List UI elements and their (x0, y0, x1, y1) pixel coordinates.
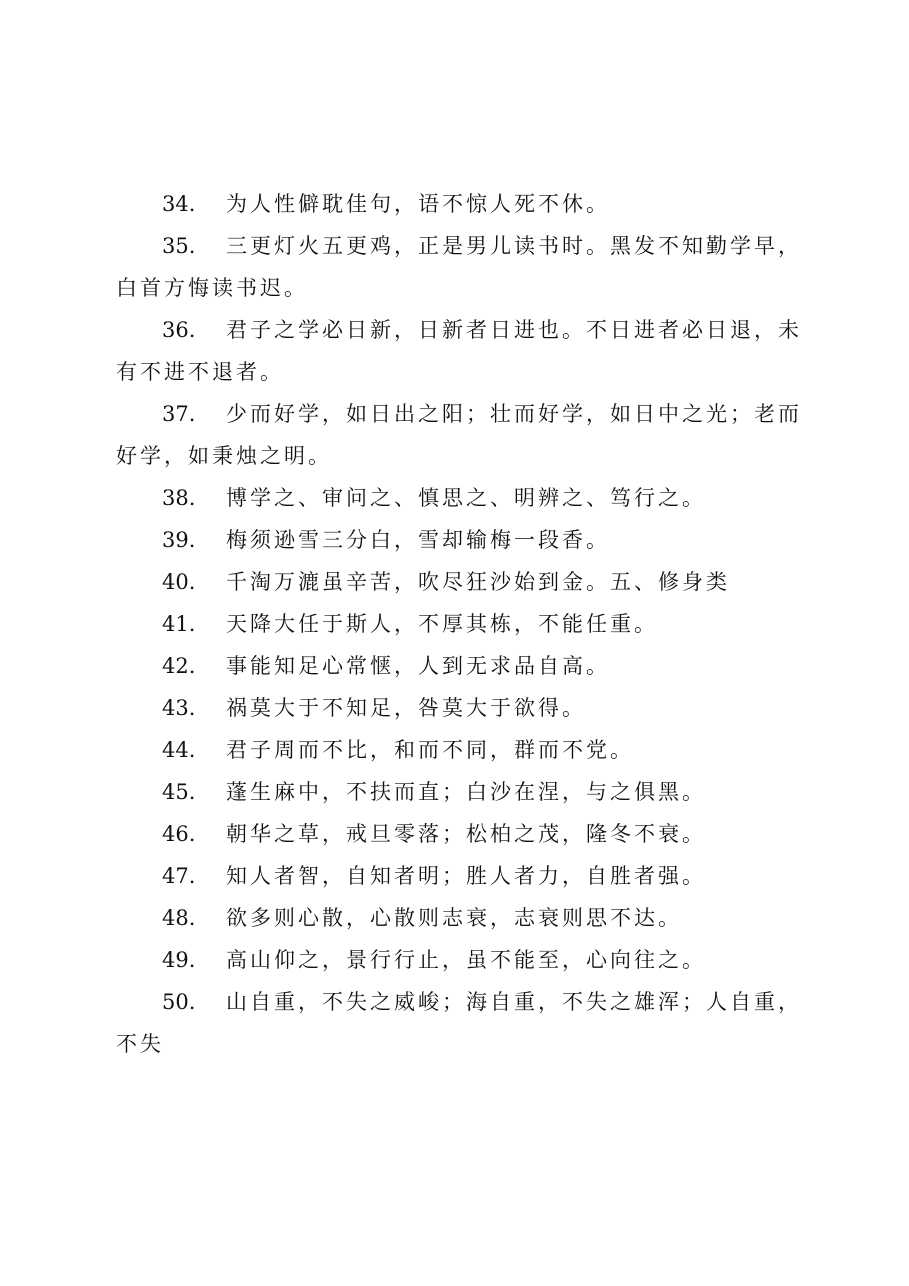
list-item (116, 603, 820, 645)
item-number: 34. (162, 192, 196, 216)
item-number: 46. (162, 822, 196, 846)
quote-list (116, 183, 820, 1065)
item-text: 知人者智，自知者明；胜人者力，自胜者强。 (226, 864, 706, 888)
item-text: 博学之、审问之、慎思之、明辨之、笃行之。 (226, 486, 706, 510)
item-text: 祸莫大于不知足，咎莫大于欲得。 (226, 696, 586, 720)
list-item (116, 981, 820, 1065)
item-text: 梅须逊雪三分白，雪却输梅一段香。 (226, 528, 610, 552)
list-item (116, 939, 820, 981)
item-text: 蓬生麻中，不扶而直；白沙在涅，与之俱黑。 (226, 780, 706, 804)
item-text: 少而好学，如日出之阳；壮而好学，如日中之光；老而好学，如秉烛之明。 (116, 402, 802, 468)
list-item (116, 855, 820, 897)
list-item (116, 477, 820, 519)
item-text: 三更灯火五更鸡，正是男儿读书时。黑发不知勤学早，白首方悔读书迟。 (116, 234, 802, 300)
item-number: 36. (162, 318, 196, 342)
item-number: 48. (162, 906, 196, 930)
item-text: 天降大任于斯人，不厚其栋，不能任重。 (226, 612, 658, 636)
list-item (116, 393, 820, 477)
item-number: 42. (162, 654, 196, 678)
list-item (116, 183, 820, 225)
item-text: 君子周而不比，和而不同，群而不党。 (226, 738, 634, 762)
item-text: 朝华之草，戒旦零落；松柏之茂，隆冬不衰。 (226, 822, 706, 846)
item-number: 44. (162, 738, 196, 762)
item-text: 欲多则心散，心散则志衰，志衰则思不达。 (226, 906, 682, 930)
list-item (116, 729, 820, 771)
item-number: 43. (162, 696, 196, 720)
item-number: 47. (162, 864, 196, 888)
item-text: 高山仰之，景行行止，虽不能至，心向往之。 (226, 948, 706, 972)
list-item (116, 687, 820, 729)
item-number: 38. (162, 486, 196, 510)
item-number: 37. (162, 402, 196, 426)
list-item (116, 561, 820, 603)
item-number: 45. (162, 780, 196, 804)
list-item (116, 225, 820, 309)
item-number: 40. (162, 570, 196, 594)
list-item (116, 519, 820, 561)
item-text: 君子之学必日新，日新者日进也。不日进者必日退，未有不进不退者。 (116, 318, 802, 384)
list-item (116, 309, 820, 393)
item-number: 41. (162, 612, 196, 636)
list-item (116, 771, 820, 813)
item-number: 50. (162, 990, 196, 1014)
list-item (116, 645, 820, 687)
item-number: 35. (162, 234, 196, 258)
item-number: 39. (162, 528, 196, 552)
item-text: 为人性僻耽佳句，语不惊人死不休。 (226, 192, 610, 216)
item-text: 山自重，不失之威峻；海自重，不失之雄浑；人自重，不失 (116, 990, 802, 1056)
item-number: 49. (162, 948, 196, 972)
item-text: 事能知足心常惬，人到无求品自高。 (226, 654, 610, 678)
list-item (116, 813, 820, 855)
item-text: 千淘万漉虽辛苦，吹尽狂沙始到金。五、修身类 (226, 570, 730, 594)
list-item (116, 897, 820, 939)
